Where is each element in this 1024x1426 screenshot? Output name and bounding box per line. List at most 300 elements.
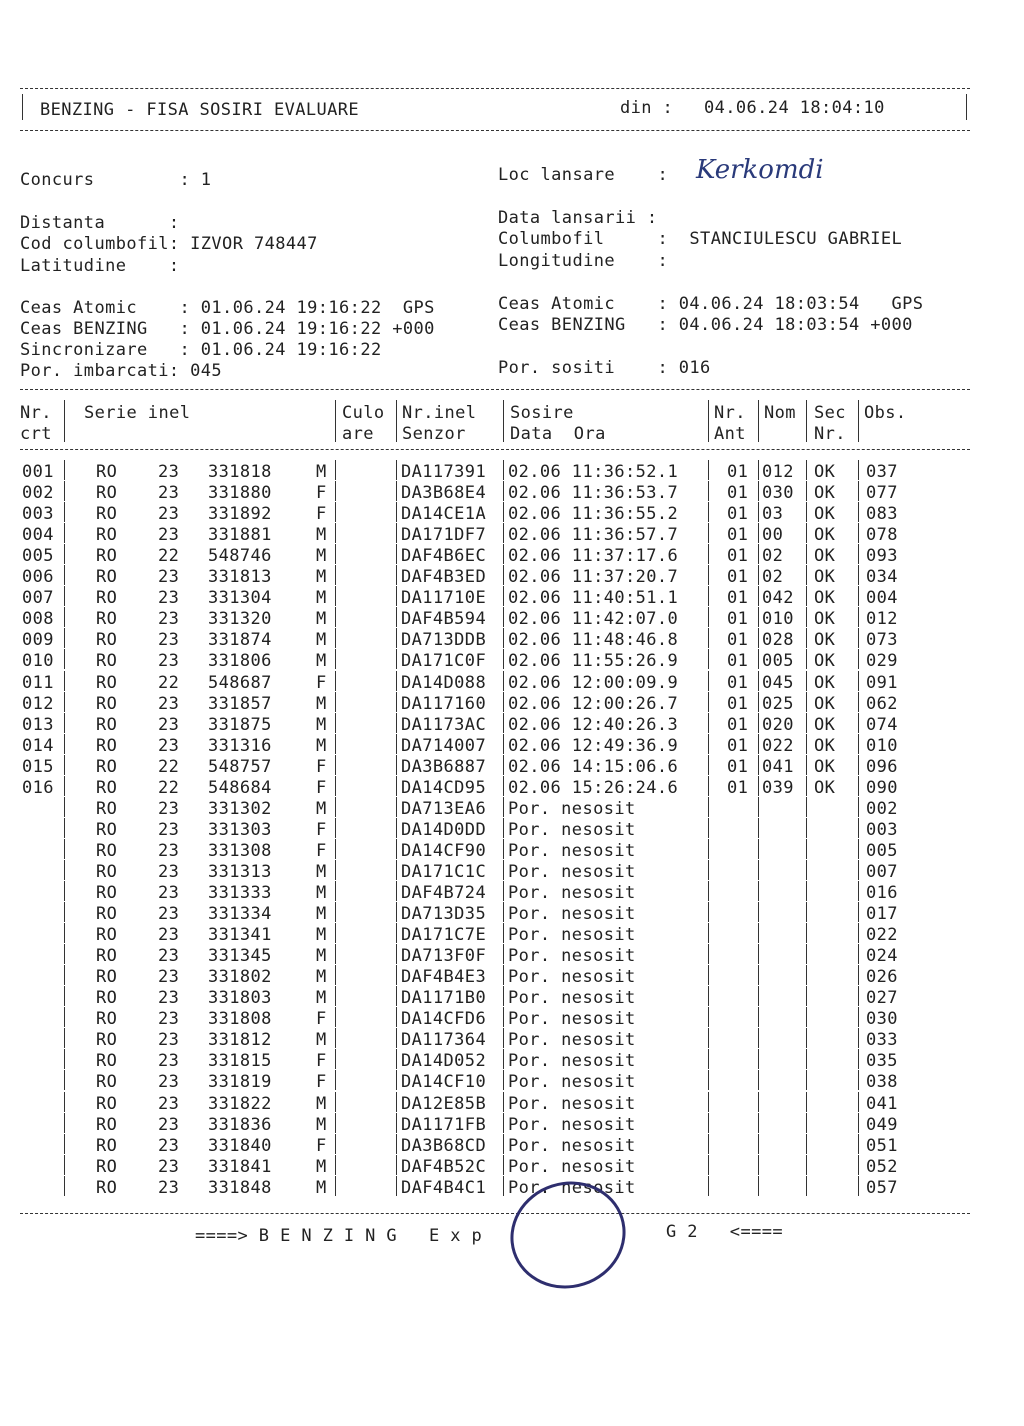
row-senzor: DA171C0F xyxy=(401,651,487,672)
column-separator xyxy=(758,986,759,1006)
column-separator xyxy=(335,502,336,522)
column-separator xyxy=(708,628,709,648)
column-separator xyxy=(396,1113,397,1133)
row-an: 22 xyxy=(158,672,180,693)
column-separator xyxy=(806,586,807,606)
row-tara: RO xyxy=(96,840,118,861)
column-separator xyxy=(806,1092,807,1112)
row-sosire: 02.06 14:15:06.6 xyxy=(508,756,679,777)
row-senzor: DA14CF90 xyxy=(401,840,487,861)
column-separator xyxy=(806,818,807,838)
column-separator xyxy=(335,923,336,943)
column-separator xyxy=(708,923,709,943)
ceas-atomic-left: Ceas Atomic : 01.06.24 19:16:22 GPS xyxy=(20,298,435,318)
column-separator xyxy=(806,460,807,480)
column-separator xyxy=(858,565,859,585)
row-sosire: Por. nesosit xyxy=(508,1030,636,1051)
column-separator xyxy=(64,818,65,838)
row-obs: 016 xyxy=(866,883,898,903)
column-separator xyxy=(806,986,807,1006)
column-separator xyxy=(758,523,759,543)
row-tara: RO xyxy=(96,988,118,1009)
row-sosire: Por. nesosit xyxy=(508,946,636,967)
header-col-sep xyxy=(503,400,504,442)
loc-lansare-field: Loc lansare : xyxy=(498,165,669,185)
column-separator xyxy=(806,965,807,985)
column-separator xyxy=(758,502,759,522)
col-header-sec-2: Nr. xyxy=(814,424,846,444)
column-separator xyxy=(396,607,397,627)
column-separator xyxy=(503,1113,504,1133)
col-header-nom: Nom xyxy=(764,403,796,423)
column-separator xyxy=(396,692,397,712)
row-tara: RO xyxy=(96,588,118,609)
column-separator xyxy=(64,628,65,648)
column-separator xyxy=(806,797,807,817)
column-separator xyxy=(806,649,807,669)
column-separator xyxy=(396,776,397,796)
table-row xyxy=(0,588,1024,609)
row-inel: 331313 xyxy=(208,861,272,882)
column-separator xyxy=(708,502,709,522)
row-senzor: DAF4B6EC xyxy=(401,546,487,567)
column-separator xyxy=(708,1113,709,1133)
row-sosire: 02.06 11:36:57.7 xyxy=(508,525,679,546)
column-separator xyxy=(758,460,759,480)
column-separator xyxy=(503,1049,504,1069)
row-nr: 014 xyxy=(22,735,54,756)
row-nom: 02 xyxy=(762,567,784,588)
column-separator xyxy=(708,1176,709,1196)
column-separator xyxy=(335,818,336,838)
column-separator xyxy=(758,481,759,501)
table-top-border xyxy=(20,389,970,390)
row-senzor: DAF4B52C xyxy=(401,1156,487,1177)
column-separator xyxy=(335,860,336,880)
row-ant: 01 xyxy=(727,567,749,588)
column-separator xyxy=(503,860,504,880)
row-inel: 331802 xyxy=(208,967,272,988)
column-separator xyxy=(64,1176,65,1196)
column-separator xyxy=(64,460,65,480)
column-separator xyxy=(64,776,65,796)
row-sex: F xyxy=(316,756,327,777)
row-an: 23 xyxy=(158,1135,180,1156)
row-tara: RO xyxy=(96,672,118,693)
row-senzor: DA713DDB xyxy=(401,630,487,651)
row-sex: M xyxy=(316,1156,327,1177)
row-senzor: DA14D088 xyxy=(401,672,487,693)
table-header-border xyxy=(20,449,970,450)
row-inel: 331874 xyxy=(208,630,272,651)
distanta-field: Distanta : xyxy=(20,213,180,233)
row-nr: 013 xyxy=(22,714,54,735)
row-sosire: Por. nesosit xyxy=(508,1009,636,1030)
row-obs: 049 xyxy=(866,1114,898,1135)
column-separator xyxy=(335,965,336,985)
column-separator xyxy=(335,1092,336,1112)
row-sex: M xyxy=(316,861,327,882)
row-an: 23 xyxy=(158,883,180,903)
column-separator xyxy=(858,839,859,859)
column-separator xyxy=(758,1155,759,1175)
row-sex: M xyxy=(316,883,327,903)
column-separator xyxy=(806,544,807,564)
column-separator xyxy=(335,776,336,796)
row-sosire: Por. nesosit xyxy=(508,1177,636,1198)
col-header-ant-2: Ant xyxy=(714,424,746,444)
column-separator xyxy=(708,818,709,838)
column-separator xyxy=(335,649,336,669)
column-separator xyxy=(708,734,709,754)
row-sec: OK xyxy=(814,630,836,651)
longitudine-field: Longitudine : xyxy=(498,251,669,271)
row-senzor: DAF4B4C1 xyxy=(401,1177,487,1198)
column-separator xyxy=(503,797,504,817)
row-nom: 005 xyxy=(762,651,794,672)
row-nom: 028 xyxy=(762,630,794,651)
row-obs: 038 xyxy=(866,1072,898,1093)
row-sex: F xyxy=(316,1135,327,1156)
row-an: 23 xyxy=(158,609,180,630)
column-separator xyxy=(396,671,397,691)
column-separator xyxy=(64,1049,65,1069)
column-separator xyxy=(858,818,859,838)
row-nom: 025 xyxy=(762,693,794,714)
column-separator xyxy=(503,1007,504,1027)
column-separator xyxy=(503,502,504,522)
row-sex: M xyxy=(316,546,327,567)
row-tara: RO xyxy=(96,609,118,630)
row-senzor: DA1171B0 xyxy=(401,988,487,1009)
row-obs: 033 xyxy=(866,1030,898,1051)
row-senzor: DAF4B4E3 xyxy=(401,967,487,988)
row-an: 23 xyxy=(158,861,180,882)
footer-text: ====> B E N Z I N G E x p xyxy=(195,1226,483,1246)
por-imbarcati-field: Por. imbarcati: 045 xyxy=(20,361,223,381)
column-separator xyxy=(758,607,759,627)
row-sosire: Por. nesosit xyxy=(508,1135,636,1156)
column-separator xyxy=(64,565,65,585)
column-separator xyxy=(64,965,65,985)
column-separator xyxy=(396,839,397,859)
header-col-sep xyxy=(758,400,759,442)
row-inel: 331880 xyxy=(208,483,272,504)
column-separator xyxy=(503,776,504,796)
row-sosire: Por. nesosit xyxy=(508,798,636,819)
row-sex: M xyxy=(316,967,327,988)
row-sosire: 02.06 11:36:53.7 xyxy=(508,483,679,504)
column-separator xyxy=(503,1070,504,1090)
column-separator xyxy=(503,565,504,585)
row-nr: 003 xyxy=(22,504,54,525)
column-separator xyxy=(806,1134,807,1154)
row-tara: RO xyxy=(96,1156,118,1177)
column-separator xyxy=(858,734,859,754)
column-separator xyxy=(64,1028,65,1048)
row-an: 23 xyxy=(158,904,180,925)
column-separator xyxy=(503,1028,504,1048)
column-separator xyxy=(64,523,65,543)
row-tara: RO xyxy=(96,883,118,903)
row-tara: RO xyxy=(96,1135,118,1156)
row-tara: RO xyxy=(96,546,118,567)
row-senzor: DA12E85B xyxy=(401,1093,487,1114)
column-separator xyxy=(806,1155,807,1175)
ceas-atomic-right: Ceas Atomic : 04.06.24 18:03:54 GPS xyxy=(498,294,924,314)
row-ant: 01 xyxy=(727,756,749,777)
column-separator xyxy=(503,713,504,733)
column-separator xyxy=(396,965,397,985)
column-separator xyxy=(396,523,397,543)
column-separator xyxy=(64,860,65,880)
column-separator xyxy=(758,734,759,754)
column-separator xyxy=(64,944,65,964)
col-header-serie: Serie inel xyxy=(84,403,191,423)
row-inel: 331308 xyxy=(208,840,272,861)
column-separator xyxy=(758,881,759,901)
column-separator xyxy=(335,1049,336,1069)
row-ant: 01 xyxy=(727,483,749,504)
column-separator xyxy=(806,860,807,880)
column-separator xyxy=(708,460,709,480)
row-inel: 331818 xyxy=(208,462,272,482)
row-nom: 02 xyxy=(762,546,784,567)
row-ant: 01 xyxy=(727,609,749,630)
column-separator xyxy=(335,1070,336,1090)
column-separator xyxy=(64,502,65,522)
row-senzor: DA714007 xyxy=(401,735,487,756)
column-separator xyxy=(858,1176,859,1196)
column-separator xyxy=(858,713,859,733)
row-ant: 01 xyxy=(727,525,749,546)
row-tara: RO xyxy=(96,861,118,882)
row-sosire: 02.06 12:40:26.3 xyxy=(508,714,679,735)
column-separator xyxy=(758,671,759,691)
column-separator xyxy=(64,586,65,606)
row-senzor: DA171C7E xyxy=(401,925,487,946)
column-separator xyxy=(335,460,336,480)
column-separator xyxy=(335,755,336,775)
row-sec: OK xyxy=(814,546,836,567)
col-header-crt: crt xyxy=(20,424,52,444)
column-separator xyxy=(758,923,759,943)
column-separator xyxy=(396,502,397,522)
column-separator xyxy=(758,1007,759,1027)
row-senzor: DA3B68E4 xyxy=(401,483,487,504)
column-separator xyxy=(758,628,759,648)
table-row xyxy=(0,1030,1024,1051)
column-separator xyxy=(858,502,859,522)
row-an: 23 xyxy=(158,630,180,651)
row-obs: 010 xyxy=(866,735,898,756)
column-separator xyxy=(503,965,504,985)
column-separator xyxy=(503,902,504,922)
table-row xyxy=(0,904,1024,925)
row-obs: 074 xyxy=(866,714,898,735)
row-an: 23 xyxy=(158,1051,180,1072)
column-separator xyxy=(858,649,859,669)
column-separator xyxy=(503,692,504,712)
column-separator xyxy=(858,1113,859,1133)
column-separator xyxy=(335,734,336,754)
table-row xyxy=(0,1178,1024,1199)
column-separator xyxy=(64,1155,65,1175)
row-sex: M xyxy=(316,462,327,482)
column-separator xyxy=(396,1049,397,1069)
column-separator xyxy=(503,818,504,838)
table-row xyxy=(0,925,1024,946)
column-separator xyxy=(708,1155,709,1175)
columbofil-field: Columbofil : STANCIULESCU GABRIEL xyxy=(498,229,903,249)
row-inel: 331806 xyxy=(208,651,272,672)
column-separator xyxy=(708,713,709,733)
row-obs: 051 xyxy=(866,1135,898,1156)
row-an: 23 xyxy=(158,693,180,714)
row-an: 23 xyxy=(158,1030,180,1051)
row-tara: RO xyxy=(96,1030,118,1051)
row-nom: 022 xyxy=(762,735,794,756)
column-separator xyxy=(396,1092,397,1112)
row-sosire: 02.06 11:55:26.9 xyxy=(508,651,679,672)
table-row xyxy=(0,567,1024,588)
column-separator xyxy=(64,881,65,901)
column-separator xyxy=(806,607,807,627)
row-nr: 011 xyxy=(22,672,54,693)
column-separator xyxy=(858,1092,859,1112)
column-separator xyxy=(806,692,807,712)
column-separator xyxy=(858,460,859,480)
row-obs: 007 xyxy=(866,861,898,882)
row-an: 23 xyxy=(158,651,180,672)
row-obs: 083 xyxy=(866,504,898,525)
column-separator xyxy=(708,692,709,712)
column-separator xyxy=(64,481,65,501)
row-an: 22 xyxy=(158,756,180,777)
footer-text-right: G 2 <==== xyxy=(666,1222,783,1242)
row-nom: 012 xyxy=(762,462,794,482)
column-separator xyxy=(64,544,65,564)
column-separator xyxy=(708,881,709,901)
row-tara: RO xyxy=(96,756,118,777)
row-tara: RO xyxy=(96,819,118,840)
column-separator xyxy=(858,776,859,796)
row-nom: 03 xyxy=(762,504,784,525)
column-separator xyxy=(758,755,759,775)
concurs-field: Concurs : 1 xyxy=(20,170,212,190)
column-separator xyxy=(335,671,336,691)
table-row xyxy=(0,504,1024,525)
page-title: BENZING - FISA SOSIRI EVALUARE xyxy=(40,100,360,120)
table-row xyxy=(0,715,1024,736)
row-senzor: DAF4B724 xyxy=(401,883,487,903)
row-obs: 017 xyxy=(866,904,898,925)
column-separator xyxy=(858,607,859,627)
column-separator xyxy=(758,776,759,796)
ceas-benzing-right: Ceas BENZING : 04.06.24 18:03:54 +000 xyxy=(498,315,913,335)
row-nom: 041 xyxy=(762,756,794,777)
column-separator xyxy=(396,1070,397,1090)
row-sosire: Por. nesosit xyxy=(508,988,636,1009)
row-tara: RO xyxy=(96,1072,118,1093)
column-separator xyxy=(396,460,397,480)
row-senzor: DA1171FB xyxy=(401,1114,487,1135)
row-sex: F xyxy=(316,672,327,693)
column-separator xyxy=(503,460,504,480)
column-separator xyxy=(806,944,807,964)
row-inel: 548687 xyxy=(208,672,272,693)
row-nr: 006 xyxy=(22,567,54,588)
row-sec: OK xyxy=(814,693,836,714)
row-sec: OK xyxy=(814,735,836,756)
table-row xyxy=(0,483,1024,504)
row-sosire: Por. nesosit xyxy=(508,967,636,988)
row-inel: 331857 xyxy=(208,693,272,714)
column-separator xyxy=(503,1092,504,1112)
column-separator xyxy=(858,797,859,817)
column-separator xyxy=(503,649,504,669)
row-nr: 007 xyxy=(22,588,54,609)
header-col-sep xyxy=(396,400,397,442)
row-inel: 331819 xyxy=(208,1072,272,1093)
column-separator xyxy=(64,923,65,943)
column-separator xyxy=(396,1134,397,1154)
col-header-culoare: Culo xyxy=(342,403,385,423)
column-separator xyxy=(396,649,397,669)
row-sex: M xyxy=(316,925,327,946)
column-separator xyxy=(335,1176,336,1196)
row-nr: 015 xyxy=(22,756,54,777)
data-lansarii-field: Data lansarii : xyxy=(498,208,658,228)
column-separator xyxy=(806,881,807,901)
row-ant: 01 xyxy=(727,546,749,567)
column-separator xyxy=(708,565,709,585)
row-an: 22 xyxy=(158,777,180,798)
row-ant: 01 xyxy=(727,672,749,693)
row-sex: M xyxy=(316,693,327,714)
row-ant: 01 xyxy=(727,693,749,714)
row-inel: 331334 xyxy=(208,904,272,925)
ceas-benzing-left: Ceas BENZING : 01.06.24 19:16:22 +000 xyxy=(20,319,435,339)
row-nr: 012 xyxy=(22,693,54,714)
row-sex: M xyxy=(316,714,327,735)
row-tara: RO xyxy=(96,1009,118,1030)
row-sex: M xyxy=(316,904,327,925)
column-separator xyxy=(64,734,65,754)
table-row xyxy=(0,546,1024,567)
column-separator xyxy=(806,1176,807,1196)
row-inel: 331808 xyxy=(208,1009,272,1030)
column-separator xyxy=(758,565,759,585)
column-separator xyxy=(858,1134,859,1154)
row-obs: 052 xyxy=(866,1156,898,1177)
table-row xyxy=(0,778,1024,799)
row-tara: RO xyxy=(96,693,118,714)
row-nr: 001 xyxy=(22,462,54,482)
row-sec: OK xyxy=(814,609,836,630)
column-separator xyxy=(396,713,397,733)
column-separator xyxy=(758,1028,759,1048)
row-sec: OK xyxy=(814,672,836,693)
row-sosire: Por. nesosit xyxy=(508,904,636,925)
column-separator xyxy=(806,776,807,796)
row-ant: 01 xyxy=(727,504,749,525)
table-bottom-border xyxy=(20,1213,970,1214)
row-sex: M xyxy=(316,651,327,672)
table-row xyxy=(0,1094,1024,1115)
column-separator xyxy=(335,1028,336,1048)
row-sosire: Por. nesosit xyxy=(508,1051,636,1072)
